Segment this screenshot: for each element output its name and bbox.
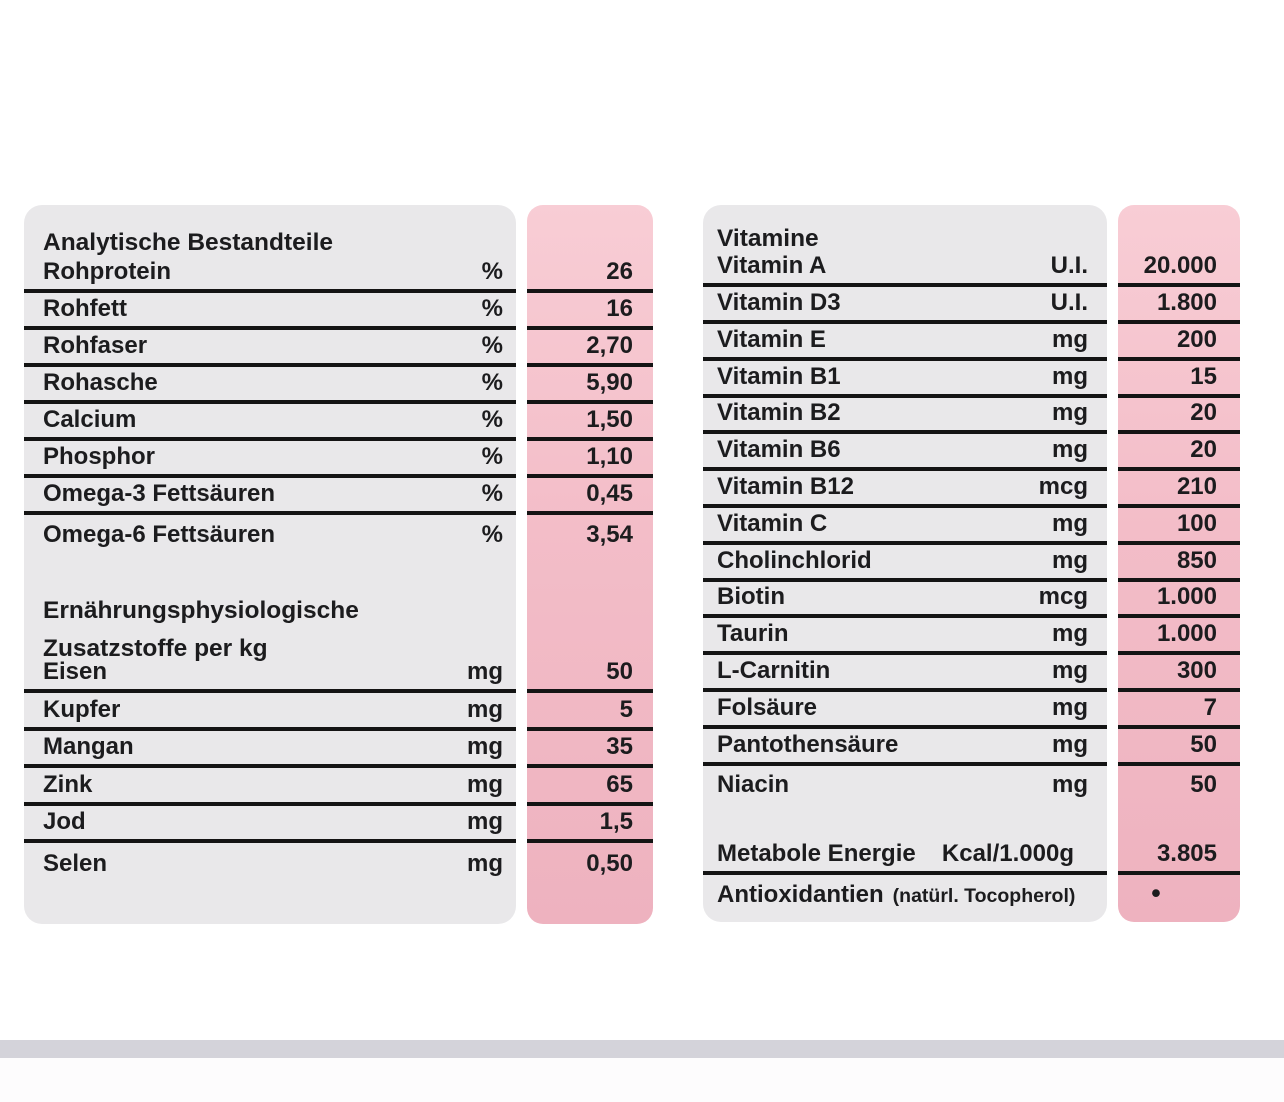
nutrient-value: 65 bbox=[606, 770, 633, 798]
value-row bbox=[1118, 875, 1240, 912]
nutrient-label: Vitamin B12 bbox=[717, 473, 854, 501]
nutrient-unit: Kcal/1.000g bbox=[941, 840, 1074, 867]
value-row bbox=[527, 330, 653, 367]
below-bar-background bbox=[0, 1058, 1284, 1102]
nutrient-row bbox=[703, 729, 1107, 766]
nutrient-row bbox=[24, 256, 516, 293]
nutrient-value: 35 bbox=[606, 733, 633, 760]
nutrient-unit: mg bbox=[1052, 771, 1088, 799]
value-row bbox=[1118, 324, 1240, 361]
nutrient-row bbox=[703, 766, 1107, 803]
nutrient-label: Vitamin D3 bbox=[717, 289, 841, 317]
nutrient-unit: mg bbox=[1052, 325, 1088, 353]
nutrient-label: Rohprotein bbox=[43, 258, 171, 285]
nutrient-unit: mg bbox=[1052, 693, 1088, 721]
value-row bbox=[1118, 508, 1240, 545]
nutrient-value: 1.000 bbox=[1156, 583, 1217, 611]
nutrient-value: • bbox=[1151, 878, 1161, 908]
nutrient-unit: mg bbox=[1052, 362, 1088, 390]
value-row bbox=[527, 806, 653, 844]
nutrient-row bbox=[24, 806, 516, 844]
nutrient-label: Vitamin A bbox=[717, 252, 827, 280]
analytical-components-panel bbox=[24, 205, 516, 924]
nutrient-value: 50 bbox=[606, 658, 633, 685]
nutrient-row bbox=[24, 843, 516, 881]
vitamins-panel bbox=[703, 205, 1107, 922]
nutrient-unit: mg bbox=[467, 733, 503, 760]
nutrient-unit: mcg bbox=[1038, 583, 1088, 611]
nutrient-row bbox=[703, 398, 1107, 435]
nutrient-label: Vitamin B1 bbox=[717, 362, 841, 390]
nutrient-unit: % bbox=[481, 406, 503, 433]
vitamin-values-column bbox=[1118, 205, 1240, 922]
nutrient-value: 1,10 bbox=[586, 443, 633, 470]
value-row bbox=[527, 293, 653, 330]
nutrient-value: 5,90 bbox=[586, 369, 633, 396]
nutrient-unit: mg bbox=[1052, 620, 1088, 648]
nutrient-row bbox=[24, 768, 516, 806]
nutrient-label: Vitamin B6 bbox=[717, 436, 841, 464]
value-row bbox=[527, 843, 653, 881]
nutrient-value: 26 bbox=[606, 258, 633, 285]
nutrient-value: 1.000 bbox=[1156, 620, 1217, 648]
nutrient-value: 20 bbox=[1190, 399, 1217, 427]
nutrient-unit: % bbox=[481, 332, 503, 359]
nutrient-label: Rohfaser bbox=[43, 332, 148, 359]
nutrient-unit: U.I. bbox=[1050, 252, 1088, 280]
nutrient-label: Omega-6 Fettsäuren bbox=[43, 521, 276, 548]
value-row bbox=[527, 693, 653, 731]
nutrient-row bbox=[703, 287, 1107, 324]
value-row bbox=[1118, 729, 1240, 766]
nutrient-value: 50 bbox=[1190, 771, 1217, 799]
additives-subtitle-line1: Ernährungsphysiologische bbox=[43, 596, 359, 624]
nutrient-unit: mg bbox=[1052, 657, 1088, 685]
value-row bbox=[1118, 655, 1240, 692]
nutrient-label: Taurin bbox=[717, 620, 789, 648]
value-row bbox=[1118, 287, 1240, 324]
nutrient-row bbox=[703, 251, 1107, 288]
nutrient-value: 20 bbox=[1190, 436, 1217, 464]
value-row bbox=[527, 731, 653, 769]
nutrient-label: Rohasche bbox=[43, 369, 158, 396]
nutrient-label: Pantothensäure bbox=[717, 730, 899, 758]
nutrient-row bbox=[703, 582, 1107, 619]
value-row bbox=[1118, 545, 1240, 582]
nutrient-value: 200 bbox=[1176, 325, 1217, 353]
nutrient-value: 15 bbox=[1190, 362, 1217, 390]
nutrient-row bbox=[703, 471, 1107, 508]
nutrient-label: Vitamin B2 bbox=[717, 399, 841, 427]
nutrient-row bbox=[703, 361, 1107, 398]
nutrient-value: 1,50 bbox=[586, 406, 633, 433]
value-row bbox=[527, 441, 653, 478]
nutrient-label: Jod bbox=[43, 808, 86, 835]
value-row bbox=[1118, 251, 1240, 288]
nutrient-label: Kupfer bbox=[43, 695, 121, 723]
nutrient-value: 7 bbox=[1203, 693, 1217, 721]
nutrient-value: 1,5 bbox=[599, 808, 633, 835]
nutrient-unit: % bbox=[481, 369, 503, 396]
value-row bbox=[1118, 582, 1240, 619]
nutrient-unit: mg bbox=[467, 849, 503, 877]
right-table-title: Vitamine bbox=[717, 224, 819, 252]
nutrient-unit: mg bbox=[467, 658, 503, 685]
nutrient-label: Vitamin E bbox=[717, 325, 826, 353]
nutrient-label: Antioxidantien bbox=[717, 881, 884, 908]
value-row bbox=[527, 478, 653, 515]
nutrient-unit: % bbox=[481, 521, 503, 548]
nutrient-row bbox=[703, 508, 1107, 545]
nutrient-value: 3,54 bbox=[586, 521, 633, 548]
nutrient-row bbox=[703, 838, 1107, 875]
value-row bbox=[1118, 692, 1240, 729]
nutrient-label: L-Carnitin bbox=[717, 657, 831, 685]
nutrient-row bbox=[703, 324, 1107, 361]
nutrient-unit: mg bbox=[1052, 730, 1088, 758]
value-row bbox=[1118, 619, 1240, 656]
nutrient-label: Niacin bbox=[717, 771, 790, 799]
nutrient-unit: mg bbox=[467, 695, 503, 723]
nutrient-label: Selen bbox=[43, 849, 108, 877]
nutrient-label: Folsäure bbox=[717, 693, 818, 721]
nutrient-unit: % bbox=[481, 480, 503, 507]
nutrient-value: 16 bbox=[606, 295, 633, 322]
nutrient-row bbox=[703, 655, 1107, 692]
nutrient-value: 20.000 bbox=[1143, 252, 1217, 280]
nutrient-unit: mg bbox=[467, 770, 503, 798]
nutrient-value: 1.800 bbox=[1156, 289, 1217, 317]
value-row bbox=[1118, 471, 1240, 508]
nutrient-unit: mg bbox=[1052, 546, 1088, 574]
nutrient-value: 0,50 bbox=[586, 849, 633, 877]
nutrient-row bbox=[24, 693, 516, 731]
nutrient-label: Phosphor bbox=[43, 443, 155, 470]
nutrient-unit: mg bbox=[467, 808, 503, 835]
value-row bbox=[1118, 361, 1240, 398]
nutrient-label: Zink bbox=[43, 770, 93, 798]
value-row bbox=[527, 404, 653, 441]
nutrient-value: 5 bbox=[619, 695, 633, 723]
nutrient-note: (natürl. Tocopherol) bbox=[892, 884, 1076, 907]
value-row bbox=[1118, 435, 1240, 472]
value-row bbox=[1118, 398, 1240, 435]
nutrient-label: Vitamin C bbox=[717, 509, 828, 537]
nutrient-value: 50 bbox=[1190, 730, 1217, 758]
nutrient-value: 3.805 bbox=[1156, 840, 1217, 867]
nutrient-value: 100 bbox=[1176, 509, 1217, 537]
value-row bbox=[527, 656, 653, 694]
nutrient-value: 850 bbox=[1176, 546, 1217, 574]
nutrient-row bbox=[24, 478, 516, 515]
nutrient-value: 2,70 bbox=[586, 332, 633, 359]
nutrient-row bbox=[24, 330, 516, 367]
nutrient-unit: % bbox=[481, 295, 503, 322]
left-table-title: Analytische Bestandteile bbox=[43, 228, 334, 256]
nutrient-label: Mangan bbox=[43, 733, 134, 760]
nutrient-row bbox=[24, 293, 516, 330]
value-row bbox=[527, 256, 653, 293]
nutrient-label: Cholinchlorid bbox=[717, 546, 872, 574]
nutrient-row bbox=[703, 692, 1107, 729]
nutrient-row bbox=[24, 515, 516, 552]
nutrient-unit: % bbox=[481, 258, 503, 285]
nutrient-row bbox=[703, 875, 1107, 912]
nutrient-unit: mg bbox=[1052, 509, 1088, 537]
nutrient-label: Calcium bbox=[43, 406, 137, 433]
nutrient-label: Eisen bbox=[43, 658, 108, 685]
value-row bbox=[527, 768, 653, 806]
nutrient-unit: mg bbox=[1052, 399, 1088, 427]
nutrient-label: Omega-3 Fettsäuren bbox=[43, 480, 276, 507]
value-row bbox=[527, 367, 653, 404]
value-row bbox=[527, 515, 653, 552]
value-row bbox=[1118, 838, 1240, 875]
nutrient-row bbox=[703, 545, 1107, 582]
nutrient-row bbox=[24, 656, 516, 694]
nutrient-row bbox=[24, 367, 516, 404]
nutrient-unit: mg bbox=[1052, 436, 1088, 464]
analytical-values-column bbox=[527, 205, 653, 924]
nutrient-row bbox=[24, 441, 516, 478]
nutrient-value: 210 bbox=[1176, 473, 1217, 501]
value-row bbox=[1118, 766, 1240, 803]
nutrient-row bbox=[703, 435, 1107, 472]
nutrient-unit: mcg bbox=[1038, 473, 1088, 501]
nutrient-unit: % bbox=[481, 443, 503, 470]
additives-subtitle-line2: Zusatzstoffe per kg bbox=[43, 634, 268, 662]
nutrient-row bbox=[24, 731, 516, 769]
nutrient-label: Biotin bbox=[717, 583, 785, 611]
nutrient-label: Rohfett bbox=[43, 295, 127, 322]
nutrient-value: 0,45 bbox=[586, 480, 633, 507]
nutrient-value: 300 bbox=[1176, 657, 1217, 685]
bottom-divider-bar bbox=[0, 1040, 1284, 1058]
nutrient-unit: U.I. bbox=[1050, 289, 1088, 317]
nutrient-label: Metabole Energie bbox=[717, 840, 916, 867]
nutrient-row bbox=[703, 619, 1107, 656]
nutrient-row bbox=[24, 404, 516, 441]
